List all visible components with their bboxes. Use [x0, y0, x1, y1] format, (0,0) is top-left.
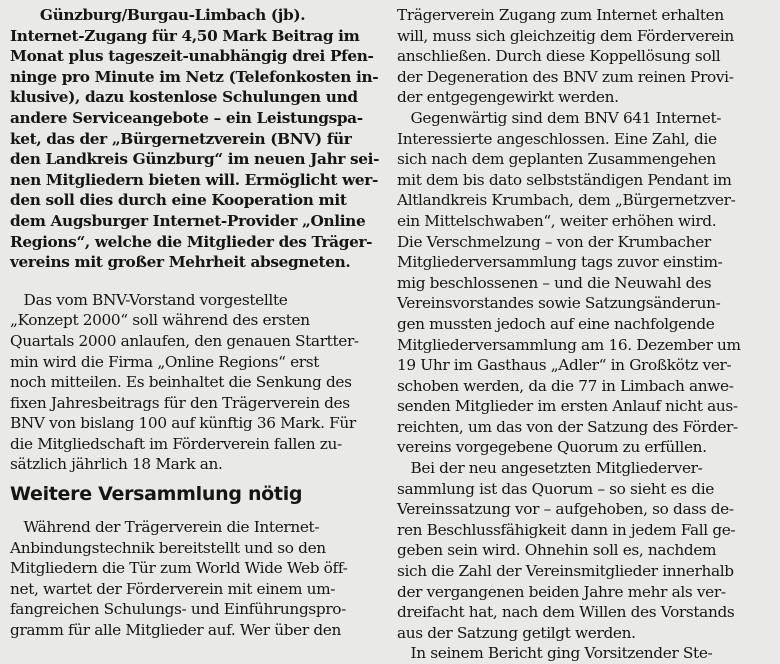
body-line: Gegenwärtig sind dem BNV 641 Internet-: [397, 108, 722, 127]
body-line: Das vom BNV-Vorstand vorgestellte: [10, 290, 288, 309]
body-line: Mitgliedern die Tür zum World Wide Web öff-: [10, 559, 348, 578]
body-line: aus der Satzung getilgt werden.: [397, 623, 636, 642]
subheading: Weitere Versammlung nötig: [10, 483, 303, 506]
body-line: reichten, um das von der Satzung des Förder-: [397, 417, 738, 436]
body-line: sätzlich jährlich 18 Mark an.: [10, 455, 223, 474]
body-line: 19 Uhr im Gasthaus „Adler“ in Großkötz ver-: [397, 356, 732, 375]
body-line: schoben werden, da die 77 in Limbach anwe-: [397, 376, 734, 395]
body-line: sich die Zahl der Vereinsmitglieder innerhalb: [397, 562, 734, 581]
body-paragraph-1: [10, 290, 376, 475]
body-line: Während der Trägerverein die Internet-: [10, 518, 320, 537]
body-line: der entgegengewirkt werden.: [397, 88, 619, 107]
right-column: [397, 5, 771, 664]
body-line: die Mitgliedschaft im Förderverein fallen zu-: [10, 434, 342, 453]
lead-line: den soll dies durch eine Kooperation mit: [10, 191, 347, 210]
body-line: mit dem bis dato selbstständigen Pendant im: [397, 170, 732, 189]
lead-paragraph: [10, 5, 380, 273]
body-line: der vergangenen beiden Jahre mehr als ver-: [397, 582, 726, 601]
body-line: Trägerverein Zugang zum Internet erhalten: [397, 6, 724, 24]
body-line: noch mitteilen. Es beinhaltet die Senkung des: [10, 373, 352, 392]
body-line: min wird die Firma „Online Regions“ erst: [10, 352, 320, 371]
body-line: Mitgliederversammlung am 16. Dezember um: [397, 335, 741, 354]
lead-line: klusive), dazu kostenlose Schulungen und: [10, 88, 358, 107]
body-line: senden Mitglieder im ersten Anlauf nicht aus-: [397, 397, 738, 416]
lead-line: vereins mit großer Mehrheit absegneten.: [10, 253, 351, 272]
body-line: Altlandkreis Krumbach, dem „Bürgernetzver-: [397, 191, 736, 210]
body-line: vereins vorgegebene Quorum zu erfüllen.: [397, 438, 707, 457]
body-paragraph-2: [10, 517, 376, 641]
lead-line: den Landkreis Günzburg“ im neuen Jahr sei-: [10, 150, 380, 169]
body-line: BNV von bislang 100 auf künftig 36 Mark. Für: [10, 414, 356, 433]
body-line: ein Mittelschwaben“, weiter erhöhen wird.: [397, 211, 717, 230]
body-line: fixen Jahresbeitrags für den Trägerverein des: [10, 393, 350, 412]
lead-line: Günzburg/Burgau-Limbach (jb).: [10, 6, 306, 24]
body-line: sich nach dem geplanten Zusammengehen: [397, 150, 716, 169]
body-line: gen mussten jedoch auf eine nachfolgende: [397, 314, 715, 333]
body-line: Die Verschmelzung – von der Krumbacher: [397, 232, 711, 251]
body-line: dreifacht hat, nach dem Willen des Vorstands: [397, 603, 735, 622]
body-line: mig beschlossenen – und die Neuwahl des: [397, 273, 712, 292]
lead-line: ket, das der „Bürgernetzverein (BNV) für: [10, 129, 352, 148]
lead-line: Monat plus tageszeit-unabhängig drei Pfen-: [10, 47, 374, 66]
body-line: Bei der neu angesetzten Mitgliederver-: [397, 459, 703, 478]
body-line: Vereinsvorstandes sowie Satzungsänderun-: [397, 294, 721, 313]
left-column: [10, 5, 380, 641]
lead-line: Internet-Zugang für 4,50 Mark Beitrag im: [10, 26, 360, 45]
body-line: ren Beschlussfähigkeit dann in jedem Fall ge-: [397, 520, 736, 539]
body-line: will, muss sich gleichzeitig dem Förderverein: [397, 26, 734, 45]
body-line: Anbindungstechnik bereitstellt und so den: [10, 538, 326, 557]
lead-line: dem Augsburger Internet-Provider „Online: [10, 211, 366, 230]
body-line: Interessierte angeschlossen. Eine Zahl, die: [397, 129, 717, 148]
body-line: fangreichen Schulungs- und Einführungspro-: [10, 600, 346, 619]
body-line: In seinem Bericht ging Vorsitzender Ste-: [397, 644, 713, 663]
body-line: der Degeneration des BNV zum reinen Provi-: [397, 67, 734, 86]
body-line: anschließen. Durch diese Koppellösung soll: [397, 47, 721, 66]
lead-line: Regions“, welche die Mitglieder des Träger-: [10, 232, 373, 251]
body-line: sammlung ist das Quorum – so sieht es die: [397, 479, 714, 498]
body-line: gramm für alle Mitglieder auf. Wer über den: [10, 621, 341, 640]
body-line: geben sein wird. Ohnehin soll es, nachdem: [397, 541, 717, 560]
lead-line: nen Mitgliedern bieten will. Ermöglicht wer-: [10, 170, 378, 189]
lead-line: andere Serviceangebote – ein Leistungspa-: [10, 108, 363, 127]
body-line: Mitgliederversammlung tags zuvor einstim-: [397, 253, 723, 272]
body-line: Vereinssatzung vor – aufgehoben, so dass de-: [397, 500, 734, 519]
body-line: net, wartet der Förderverein mit einem um-: [10, 579, 336, 598]
lead-line: ninge pro Minute im Netz (Telefonkosten in-: [10, 67, 379, 86]
body-line: Quartals 2000 anlaufen, den genauen Startter-: [10, 331, 359, 350]
body-line: „Konzept 2000“ soll während des ersten: [10, 311, 310, 330]
